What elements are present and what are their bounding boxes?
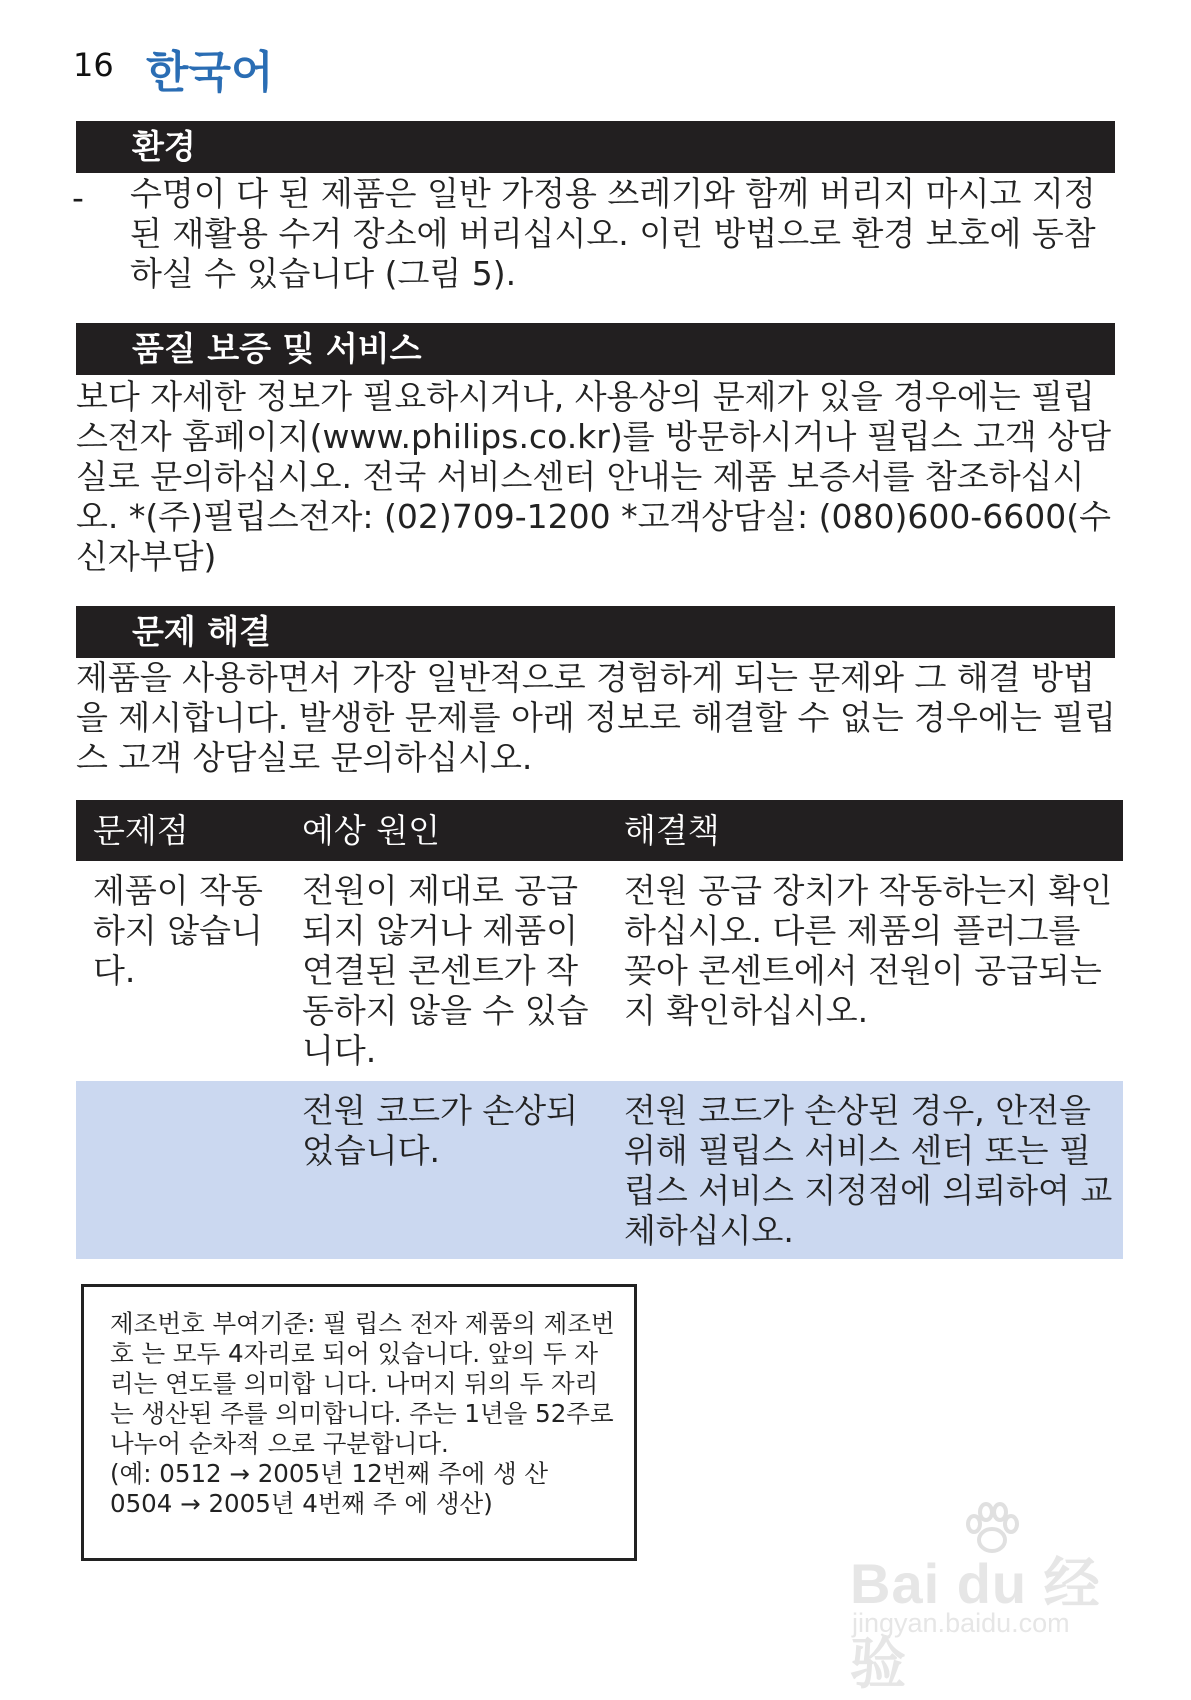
- cell-cause: 전원 코드가 손상되었습니다.: [302, 1091, 579, 1170]
- page-number: 16: [73, 46, 114, 84]
- language-title: 한국어: [146, 47, 274, 98]
- note-text: 제조번호 부여기준: 필 립스 전자 제품의 제조번호 는 모두 4자리로 되어 있습니다. 앞의 두 자리는 연도를 의미합 니다. 나머지 뒤의 두 자리 는 생산된 주를 의미합니다. 주는 1년을 52주로 나누어 순차적 으로 구분합니다.: [110, 1309, 615, 1458]
- cell-solution: 전원 코드가 손상된 경우, 안전을 위해 필립스 서비스 센터 또는 필립스 서비스 지정점에 의뢰하여 교체하십시오.: [624, 1091, 1113, 1250]
- troubleshooting-table: [76, 800, 1123, 1259]
- environment-text: 수명이 다 된 제품은 일반 가정용 쓰레기와 함께 버리지 마시고 지정된 재활용 수거 장소에 버리십시오. 이런 방법으로 환경 보호에 동참하실 수 있습니다 (그림 5).: [130, 174, 1096, 293]
- cell-solution: 전원 공급 장치가 작동하는지 확인하십시오. 다른 제품의 플러그를 꽂아 콘센트에서 전원이 공급되는지 확인하십시오.: [624, 871, 1113, 1030]
- note-example: (예: 0512 → 2005년 12번째 주에 생 산 0504 → 2005년 4번째 주 에 생산): [110, 1459, 549, 1518]
- cell-cause: 전원이 제대로 공급되지 않거나 제품이 연결된 콘센트가 작동하지 않을 수 있습니다.: [302, 871, 589, 1070]
- bullet-dash: -: [72, 178, 84, 217]
- table-row: [76, 1081, 1123, 1259]
- troubleshooting-text: 제품을 사용하면서 가장 일반적으로 경험하게 되는 문제와 그 해결 방법을 제시합니다. 발생한 문제를 아래 정보로 해결할 수 없는 경우에는 필립스 고객 상담실로 문의하십시오.: [76, 658, 1116, 777]
- table-header-problem: 문제점: [93, 811, 189, 850]
- section-header-warranty: 품질 보증 및 서비스: [76, 323, 1115, 375]
- table-header-solution: 해결책: [624, 811, 720, 850]
- section-header-environment: 환경: [76, 121, 1115, 173]
- table-row: [76, 861, 1123, 1081]
- serial-number-note: [110, 1309, 615, 1519]
- watermark-logo-text: Bai du 经验: [850, 1552, 1101, 1695]
- cell-problem: 제품이 작동하지 않습니다.: [93, 871, 263, 990]
- table-header-cause: 예상 원인: [302, 811, 441, 850]
- baidu-watermark: [850, 1500, 1130, 1695]
- watermark-url: jingyan.baidu.com: [852, 1608, 1070, 1638]
- warranty-text: 보다 자세한 정보가 필요하시거나, 사용상의 문제가 있을 경우에는 필립스전자 홈페이지(www.philips.co.kr)를 방문하시거나 필립스 고객 상담실로 문의하십시오. 전국 서비스센터 안내는 제품 보증서를 참조하십시오. *(주)필립스전자: (02)709-1200 *고객상담실: (080)600-6600(수신자부담): [76, 377, 1111, 576]
- table-header: [76, 800, 1123, 861]
- section-header-troubleshooting: 문제 해결: [76, 606, 1115, 658]
- serial-number-note-box: [81, 1284, 637, 1561]
